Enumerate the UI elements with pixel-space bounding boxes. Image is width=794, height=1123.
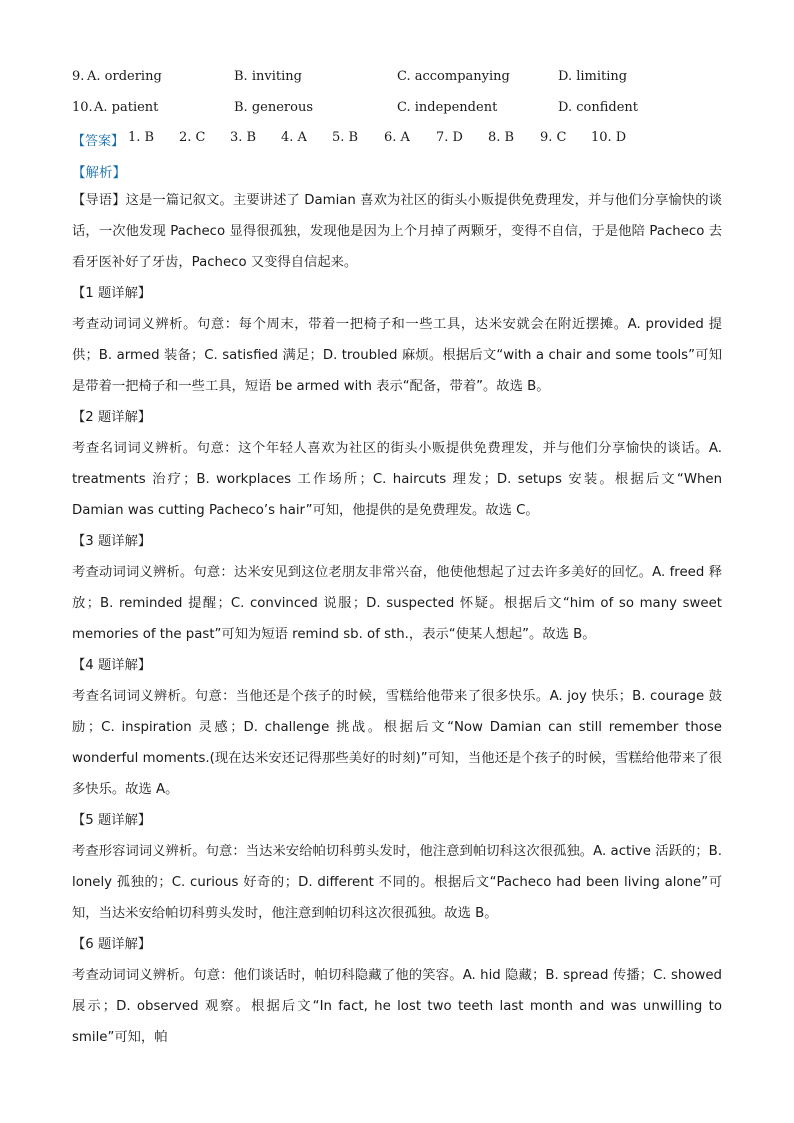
option-c: C. independent	[397, 100, 498, 115]
option-b: B. generous	[234, 100, 313, 115]
answer-item: 2. C	[179, 130, 206, 145]
section-heading: 【4 题详解】	[72, 658, 152, 673]
section-heading: 【1 题详解】	[72, 286, 152, 301]
section-heading: 【6 题详解】	[72, 937, 152, 952]
option-number: 10.	[72, 100, 93, 115]
answer-row	[72, 130, 627, 149]
section-heading: 【3 题详解】	[72, 534, 152, 549]
answer-item: 3. B	[230, 130, 257, 145]
section-heading: 【5 题详解】	[72, 813, 152, 828]
section-text: 考查动词词义辨析。句意：每个周末，带着一把椅子和一些工具，达米安就会在附近摆摊。A. provided 提供；B. armed 装备；C. satisfied 满足；D. troubled 麻烦。根据后文“with a chair and some tools”可知是带着一把椅子和一些工具，短语 be armed with 表示“配备，带着”。故选 B。	[72, 317, 722, 394]
option-c: C. accompanying	[397, 69, 510, 84]
answer-item: 1. B	[128, 130, 155, 145]
answer-item: 4. A	[281, 130, 307, 145]
answer-item: 7. D	[436, 130, 463, 145]
analysis-content	[72, 185, 722, 1053]
option-a: A. ordering	[87, 69, 162, 84]
option-d: D. limiting	[558, 69, 628, 84]
analysis-label: 【解析】	[72, 165, 126, 181]
answer-item: 10. D	[591, 130, 627, 145]
section-heading: 【2 题详解】	[72, 410, 152, 425]
answer-item: 6. A	[384, 130, 410, 145]
section-text: 考查形容词词义辨析。句意：当达米安给帕切科剪头发时，他注意到帕切科这次很孤独。A. active 活跃的；B. lonely 孤独的；C. curious 好奇的；D. different 不同的。根据后文“Pacheco had been living alone”可知，当达米安给帕切科剪头发时，他注意到帕切科这次很孤独。故选 B。	[72, 844, 722, 921]
option-d: D. confident	[558, 100, 638, 115]
section-text: 考查动词词义辨析。句意：他们谈话时，帕切科隐藏了他的笑容。A. hid 隐藏；B. spread 传播；C. showed 展示；D. observed 观察。根据后文“In fact, he lost two teeth last month and was unwilling to smile”可知，帕	[72, 968, 722, 1045]
answer-label: 【答案】	[72, 134, 125, 149]
option-number: 9.	[72, 69, 85, 84]
section-text: 考查名词词义辨析。句意：当他还是个孩子的时候，雪糕给他带来了很多快乐。A. joy 快乐；B. courage 鼓励；C. inspiration 灵感；D. challenge 挑战。根据后文“Now Damian can still remember those wonderful moments.(现在达米安还记得那些美好的时刻)”可知，当他还是个孩子的时候，雪糕给他带来了很多快乐。故选 A。	[72, 689, 722, 797]
section-text: 考查动词词义辨析。句意：达米安见到这位老朋友非常兴奋，他使他想起了过去许多美好的回忆。A. freed 释放；B. reminded 提醒；C. convinced 说服；D. suspected 怀疑。根据后文“him of so many sweet memories of the past”可知为短语 remind sb. of sth.，表示“使某人想起”。故选 B。	[72, 565, 722, 642]
section-text: 考查名词词义辨析。句意：这个年轻人喜欢为社区的街头小贩提供免费理发，并与他们分享愉快的谈话。A. treatments 治疗；B. workplaces 工作场所；C. haircuts 理发；D. setups 安装。根据后文“When Damian was cutting Pacheco’s hair”可知，他提供的是免费理发。故选 C。	[72, 441, 722, 518]
answer-item: 9. C	[540, 130, 567, 145]
option-a: A. patient	[94, 100, 159, 115]
option-b: B. inviting	[234, 69, 302, 84]
answer-item: 8. B	[488, 130, 515, 145]
intro-paragraph: 【导语】这是一篇记叙文。主要讲述了 Damian 喜欢为社区的街头小贩提供免费理发，并与他们分享愉快的谈话，一次他发现 Pacheco 显得很孤独，发现他是因为上个月掉了两颗牙，变得不自信，于是他陪 Pacheco 去看牙医补好了牙齿，Pacheco 又变得自信起来。	[72, 193, 722, 270]
answer-item: 5. B	[332, 130, 359, 145]
